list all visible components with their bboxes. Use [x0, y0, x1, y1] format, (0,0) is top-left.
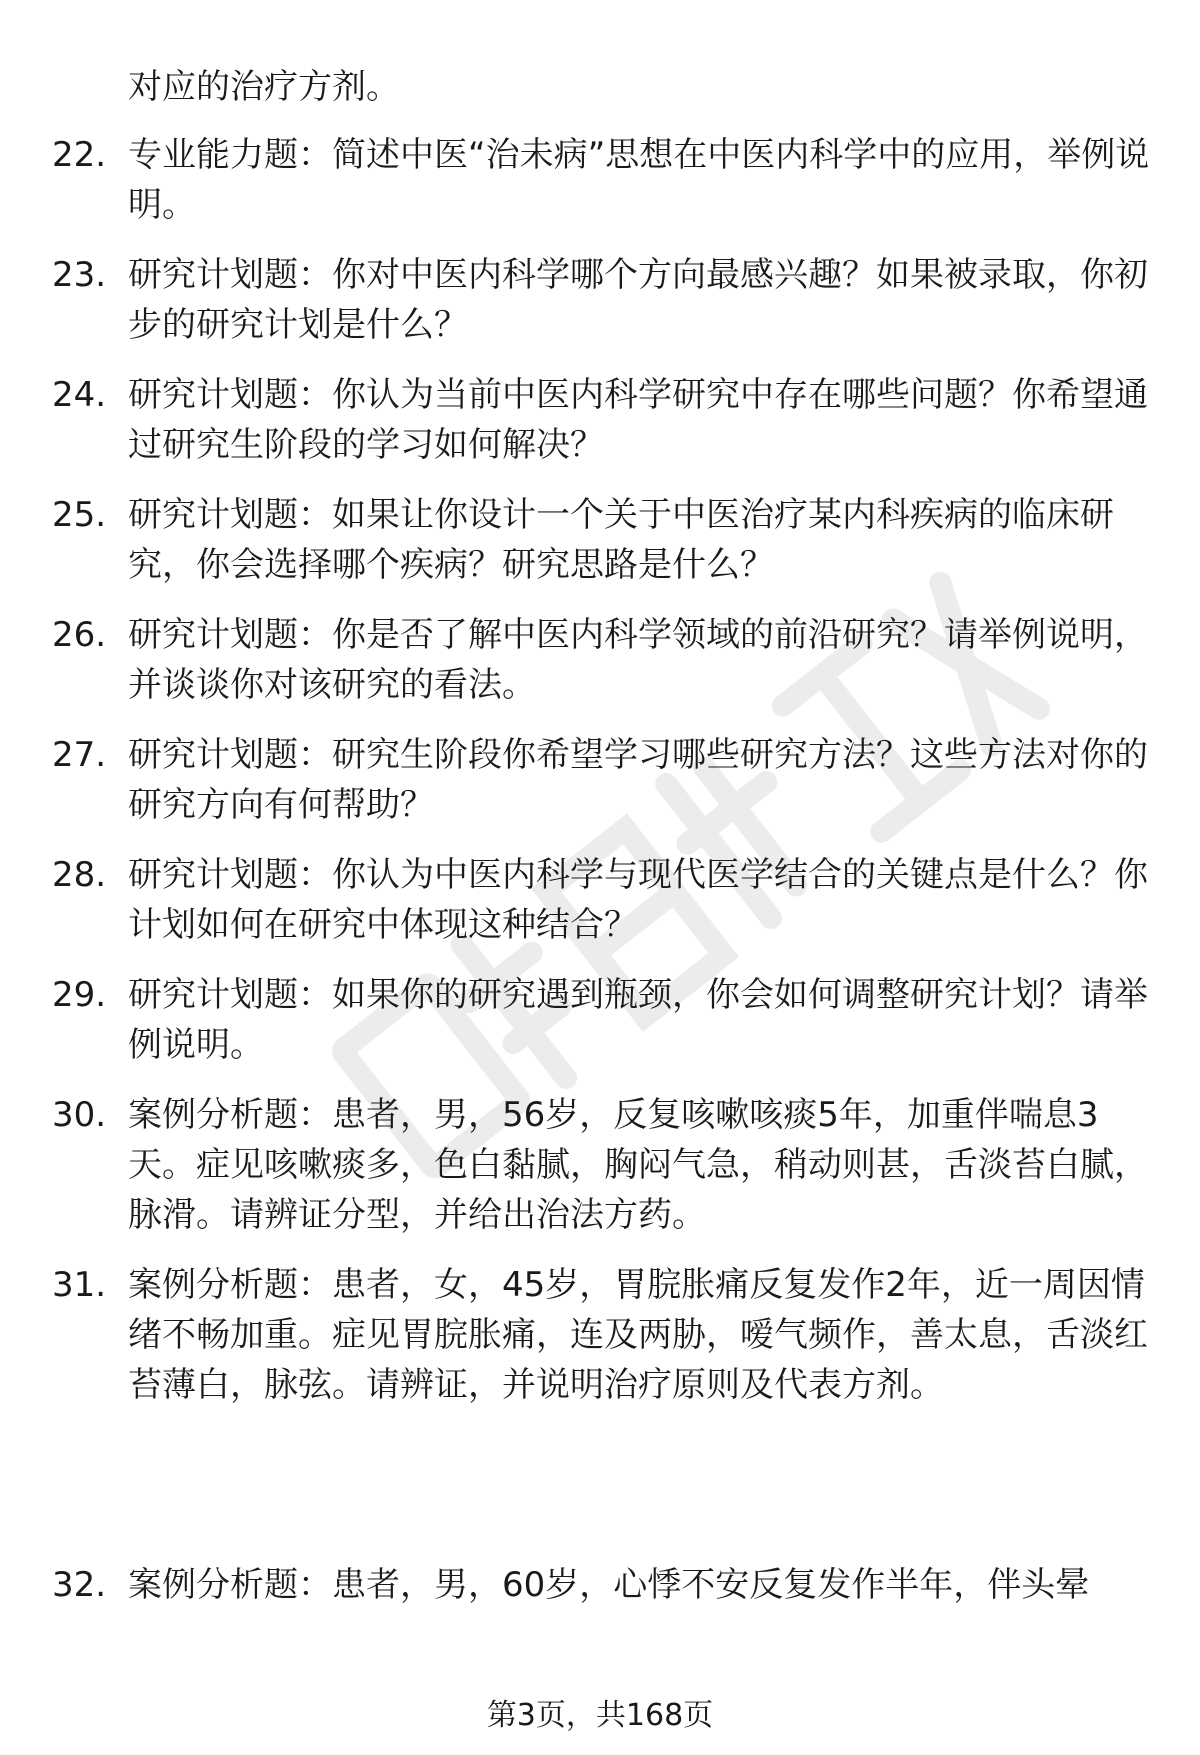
- question-number: 24.: [52, 375, 107, 415]
- question-number: 26.: [52, 615, 107, 655]
- question-text: 案例分析题：患者，男，60岁，心悸不安反复发作半年，伴头晕: [128, 1565, 1090, 1605]
- question-number: 22.: [52, 135, 107, 175]
- question-number: 25.: [52, 495, 107, 535]
- question-text: 研究计划题：你认为中医内科学与现代医学结合的关键点是什么？你计划如何在研究中体现这种结合？: [128, 855, 1148, 945]
- question-number: 23.: [52, 255, 107, 295]
- continuation-text: 对应的治疗方剂。: [128, 67, 400, 107]
- question-text: 研究计划题：你对中医内科学哪个方向最感兴趣？如果被录取，你初步的研究计划是什么？: [128, 255, 1148, 345]
- page-footer: 第3页，共168页: [486, 1698, 714, 1733]
- question-number: 27.: [52, 735, 107, 775]
- question-text: 研究计划题：研究生阶段你希望学习哪些研究方法？这些方法对你的研究方向有何帮助？: [128, 735, 1148, 825]
- question-text: 研究计划题：如果你的研究遇到瓶颈，你会如何调整研究计划？请举例说明。: [128, 975, 1148, 1065]
- question-text: 研究计划题：你是否了解中医内科学领域的前沿研究？请举例说明，并谈谈你对该研究的看法。: [128, 615, 1148, 705]
- question-number: 31.: [52, 1265, 107, 1305]
- question-number: 29.: [52, 975, 107, 1015]
- question-text: 专业能力题：简述中医“治未病”思想在中医内科学中的应用，举例说明。: [128, 135, 1150, 225]
- question-number: 30.: [52, 1095, 107, 1135]
- question-text: 研究计划题：如果让你设计一个关于中医治疗某内科疾病的临床研究，你会选择哪个疾病？研究思路是什么？: [128, 495, 1114, 585]
- question-text: 案例分析题：患者，女，45岁，胃脘胀痛反复发作2年，近一周因情绪不畅加重。症见胃脘胀痛，连及两胁，嗳气频作，善太息，舌淡红苔薄白，脉弦。请辨证，并说明治疗原则及代表方剂。: [128, 1265, 1148, 1405]
- question-text: 案例分析题：患者，男，56岁，反复咳嗽咳痰5年，加重伴喘息3天。症见咳嗽痰多，色白黏腻，胸闷气急，稍动则甚，舌淡苔白腻，脉滑。请辨证分型，并给出治法方药。: [128, 1095, 1148, 1235]
- question-text: 研究计划题：你认为当前中医内科学研究中存在哪些问题？你希望通过研究生阶段的学习如何解决？: [128, 375, 1148, 465]
- question-number: 28.: [52, 855, 107, 895]
- question-number: 32.: [52, 1565, 107, 1605]
